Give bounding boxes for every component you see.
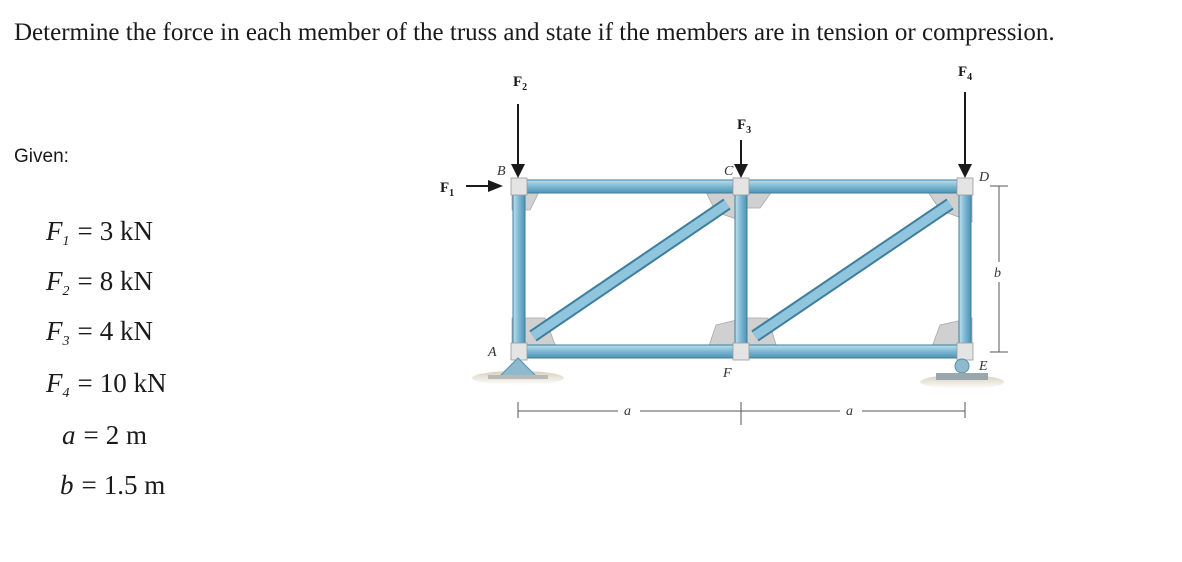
given-symbol: F [46,216,63,246]
given-symbol: F [46,266,63,296]
equals-sign: = [77,266,93,296]
given-value: 1.5 m [103,470,166,500]
roller-support-e [955,359,969,373]
given-value: 8 kN [99,266,153,296]
label-f3: $F_3$ [737,117,752,136]
given-subscript: 1 [62,234,70,249]
given-subscript: 3 [62,334,70,349]
problem-statement: Determine the force in each member of the truss and state if the members are in tension or compression. [14,19,1055,46]
equals-sign: = [77,368,93,398]
label-f1: $F_1$ [440,180,455,199]
given-subscript: 2 [62,284,70,299]
joint-label-d: D [979,170,990,185]
given-subscript: 4 [62,386,70,401]
given-value: 2 m [105,420,147,450]
joint-label-b: B [497,164,506,179]
pin-support-a [500,358,536,376]
joint-label-e: E [979,359,988,374]
label-f2: $F_2$ [513,74,528,93]
f3-arrow-head [734,164,748,178]
support-base-a [488,375,548,379]
joint-label-f: F [723,366,732,381]
member-de [959,182,971,356]
given-value: 3 kN [99,216,153,246]
dim-label-a-left: a [624,404,631,419]
equals-sign: = [77,316,93,346]
joint-label-a: A [488,345,497,360]
given-heading: Given: [14,146,69,167]
equals-sign: = [81,470,97,500]
load-arrows [466,92,965,186]
dim-label-b: b [994,266,1001,281]
given-symbol: F [46,368,63,398]
equals-sign: = [83,420,99,450]
given-value: 10 kN [99,368,167,398]
f1-arrow-head [488,180,503,192]
equals-sign: = [77,216,93,246]
member-fd-face [755,204,950,336]
member-cf [735,182,747,356]
given-value: 4 kN [99,316,153,346]
member-ab [513,182,525,356]
f2-arrow-head [511,164,525,178]
given-symbol: b [60,470,74,500]
dim-label-a-right: a [846,404,853,419]
joint-label-c: C [724,164,734,179]
member-ac-face [533,204,727,336]
given-symbol: a [62,420,76,450]
given-symbol: F [46,316,63,346]
label-f4: $F_4$ [958,64,973,83]
support-base-e [936,373,988,380]
f4-arrow-head [958,164,972,178]
